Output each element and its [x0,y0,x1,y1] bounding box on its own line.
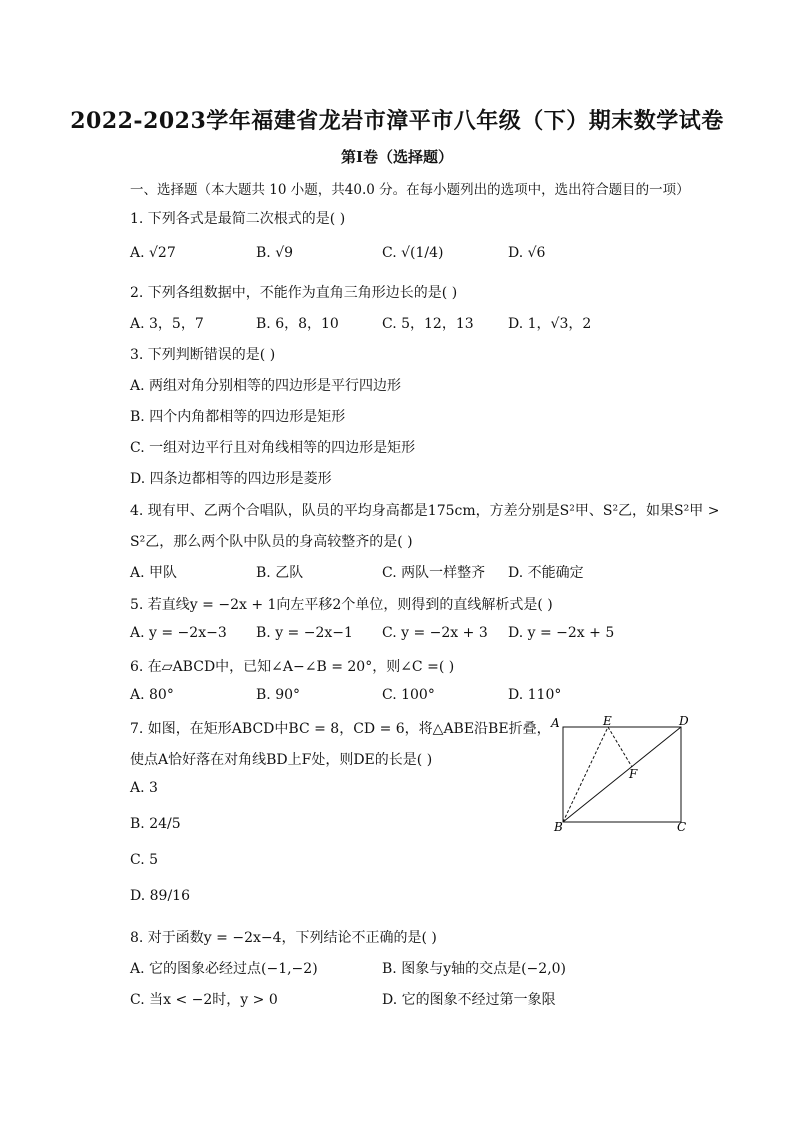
question-8-option-a: A. 它的图象必经过点(−1,−2) [130,961,318,977]
question-2-stem: 2. 下列各组数据中，不能作为直角三角形边长的是( ) [130,285,458,301]
label-d: D [679,714,689,728]
question-6-option-d: D. 110° [508,687,562,703]
question-4-option-b: B. 乙队 [256,565,304,581]
question-4-stem-continued: S²乙，那么两个队中队员的身高较整齐的是( ) [130,534,413,550]
label-c: C [677,820,687,834]
question-7-option-d: D. 89/16 [130,888,190,904]
question-3-option-d: D. 四条边都相等的四边形是菱形 [130,471,332,487]
label-a: A [551,716,560,730]
question-3-stem: 3. 下列判断错误的是( ) [130,347,276,363]
question-5-option-d: D. y = −2x + 5 [508,625,615,641]
question-2-option-b: B. 6，8，10 [256,316,339,332]
question-7-option-b: B. 24/5 [130,816,181,832]
question-2-option-a: A. 3，5，7 [130,316,204,332]
label-f: F [629,767,638,781]
question-5-option-a: A. y = −2x−3 [130,625,227,641]
question-8-stem: 8. 对于函数y = −2x−4，下列结论不正确的是( ) [130,930,437,946]
question-1-option-d: D. √6 [508,245,546,261]
section-heading: 一、选择题（本大题共 10 小题，共40.0 分。在每小题列出的选项中，选出符合题目的一项） [130,182,690,198]
question-7-option-c: C. 5 [130,852,159,868]
question-6-stem: 6. 在▱ABCD中，已知∠A−∠B = 20°，则∠C =( ) [130,659,455,675]
question-1-option-c: C. √(1/4) [382,245,444,261]
question-8-option-d: D. 它的图象不经过第一象限 [382,992,556,1008]
question-4-option-a: A. 甲队 [130,565,178,581]
question-8-option-b: B. 图象与y轴的交点是(−2,0) [382,961,567,977]
question-8-option-c: C. 当x < −2时，y > 0 [130,992,278,1008]
question-1-option-b: B. √9 [256,245,294,261]
question-3-option-b: B. 四个内角都相等的四边形是矩形 [130,409,346,425]
question-1-option-a: A. √27 [130,245,176,261]
question-4-option-c: C. 两队一样整齐 [382,565,486,581]
rectangle-fold-figure [548,714,698,834]
page-title: 2022-2023学年福建省龙岩市漳平市八年级（下）期末数学试卷 [70,108,724,134]
label-b: B [554,820,563,834]
label-e: E [603,714,612,728]
question-3-option-c: C. 一组对边平行且对角线相等的四边形是矩形 [130,440,416,456]
paper-section-title: 第I卷（选择题） [340,148,454,166]
question-4-option-d: D. 不能确定 [508,565,584,581]
question-1-stem: 1. 下列各式是最简二次根式的是( ) [130,211,346,227]
question-7-stem-continued: 使点A恰好落在对角线BD上F处，则DE的长是( ) [130,752,433,768]
question-3-option-a: A. 两组对角分别相等的四边形是平行四边形 [130,378,402,394]
question-6-option-a: A. 80° [130,687,174,703]
fold-line-be [563,727,608,822]
diagonal-bd [563,727,681,822]
question-2-option-d: D. 1，√3，2 [508,316,592,332]
question-5-option-b: B. y = −2x−1 [256,625,353,641]
segment-ef [608,727,632,767]
question-7-option-a: A. 3 [130,780,158,796]
question-5-option-c: C. y = −2x + 3 [382,625,488,641]
question-2-option-c: C. 5，12，13 [382,316,474,332]
question-6-option-b: B. 90° [256,687,301,703]
question-7-stem: 7. 如图，在矩形ABCD中BC = 8，CD = 6，将△ABE沿BE折叠， [130,721,551,737]
question-5-stem: 5. 若直线y = −2x + 1向左平移2个单位，则得到的直线解析式是( ) [130,597,553,613]
question-6-option-c: C. 100° [382,687,435,703]
question-4-stem: 4. 现有甲、乙两个合唱队，队员的平均身高都是175cm，方差分别是S²甲、S²乙，如果S²甲 > [130,503,720,519]
